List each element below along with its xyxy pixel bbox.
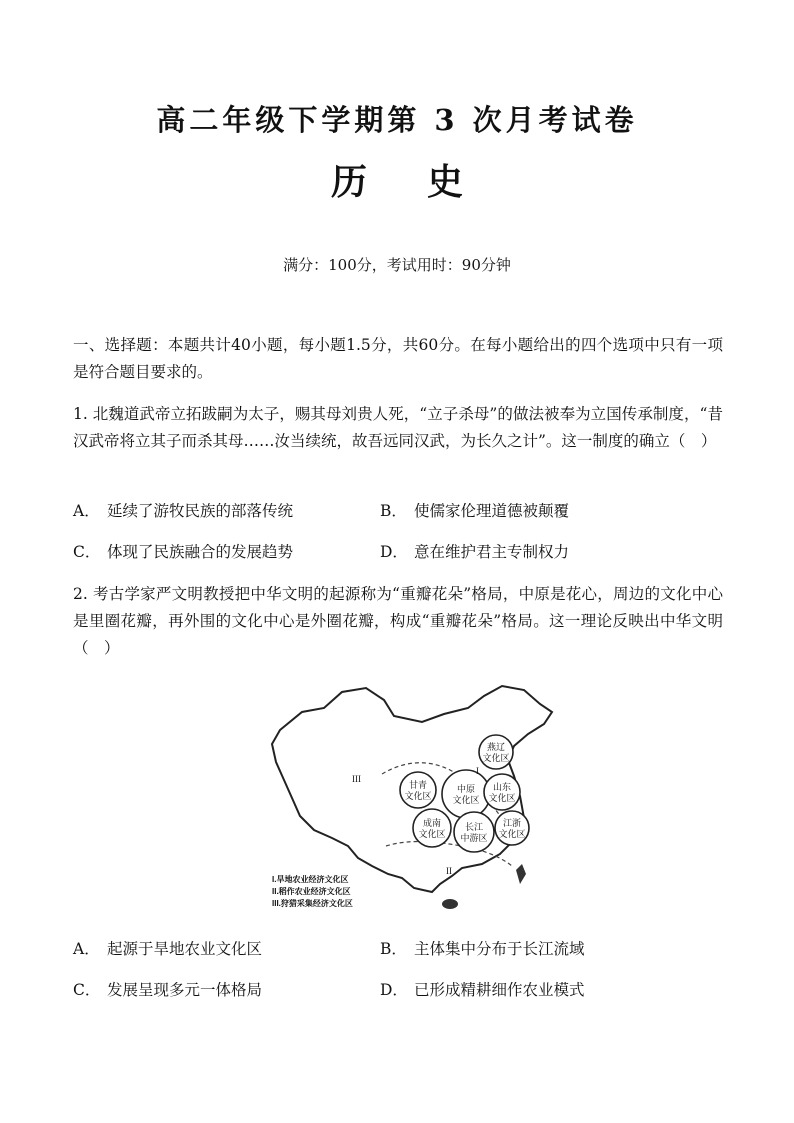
region-label-line2: 中游区: [460, 833, 488, 843]
option-letter: C．: [73, 981, 101, 999]
option-letter: A．: [73, 940, 100, 958]
region-circle-jiangzhe: [495, 811, 529, 845]
option-text: 延续了游牧民族的部落传统: [107, 502, 294, 520]
region-circle-shandong: [484, 774, 520, 810]
option-text: 已形成精耕细作农业模式: [414, 981, 585, 999]
section-intro: 一、选择题：本题共计40小题，每小题1.5分，共60分。在每小题给出的四个选项中只有一项是符合题目要求的。: [73, 336, 723, 381]
china-culture-map: [262, 678, 558, 918]
region-circle-changjiang: [454, 812, 494, 852]
region-label-line2: 文化区: [418, 829, 446, 839]
q2-option-c: [73, 978, 262, 1000]
option-letter: D．: [380, 981, 408, 999]
region-label-line2: 文化区: [404, 791, 432, 801]
option-text: 主体集中分布于长江流域: [414, 940, 585, 958]
region-label-line1: 江浙: [502, 818, 522, 828]
region-label-line2: 文化区: [488, 793, 516, 803]
zone-mark-i: I: [476, 766, 479, 776]
option-letter: B．: [380, 940, 407, 958]
question-2-stem: 2. 考古学家严文明教授把中华文明的起源称为“重瓣花朵”格局，中原是花心，周边的文化中心是里圈花瓣，再外围的文化中心是外圈花瓣，构成“重瓣花朵”格局。这一理论反映出中华文明（ ）: [73, 585, 723, 657]
option-letter: C．: [73, 543, 101, 561]
q1-option-a: [73, 499, 293, 521]
region-label-line2: 文化区: [498, 829, 526, 839]
option-letter: B．: [380, 502, 407, 520]
map-legend-item: II.稻作农业经济文化区: [272, 887, 351, 896]
region-circle-chengnan: [413, 809, 451, 847]
region-label-line1: 燕辽: [486, 742, 506, 752]
q2-option-d: [380, 978, 585, 1000]
option-text: 体现了民族融合的发展趋势: [107, 543, 294, 561]
region-circle-zhongyuan: [442, 770, 490, 818]
region-label-line2: 文化区: [452, 795, 480, 805]
map-legend-item: I.旱地农业经济文化区: [272, 875, 349, 884]
subject-title: 历史: [330, 161, 523, 203]
q2-option-b: [380, 937, 585, 959]
q1-option-b: [380, 499, 569, 521]
region-label-line2: 文化区: [482, 753, 510, 763]
region-circle-yanliao: [479, 735, 513, 769]
exam-meta: 满分：100分，考试用时：90分钟: [283, 256, 511, 274]
hainan-island: [442, 899, 458, 909]
region-label-line1: 中原: [456, 784, 476, 794]
inner-boundary-2: [386, 842, 512, 866]
option-text: 使儒家伦理道德被颠覆: [414, 502, 570, 520]
option-text: 发展呈现多元一体格局: [107, 981, 263, 999]
region-label-line1: 成南: [422, 818, 442, 828]
taiwan-island: [516, 864, 526, 884]
option-text: 意在维护君主专制权力: [414, 543, 570, 561]
map-legend-item: III.狩猎采集经济文化区: [272, 899, 353, 908]
zone-mark-ii: II: [446, 866, 452, 876]
region-circle-ganqing: [400, 772, 436, 808]
zone-mark-iii: III: [352, 774, 361, 784]
option-letter: A．: [73, 502, 100, 520]
exam-title: 高二年级下学期第 3 次月考试卷: [156, 103, 638, 137]
region-label-line1: 甘青: [408, 780, 428, 790]
q1-option-c: [73, 540, 293, 562]
q2-option-a: [73, 937, 262, 959]
q1-option-d: [380, 540, 569, 562]
region-label-line1: 山东: [492, 782, 512, 792]
option-text: 起源于旱地农业文化区: [107, 940, 263, 958]
region-label-line1: 长江: [464, 822, 484, 832]
question-1-stem: 1. 北魏道武帝立拓跋嗣为太子，赐其母刘贵人死，“立子杀母”的做法被奉为立国传承制度，“昔汉武帝将立其子而杀其母……汝当续统，故吾远同汉武，为长久之计”。这一制度的确立（ ）: [73, 405, 723, 450]
option-letter: D．: [380, 543, 408, 561]
